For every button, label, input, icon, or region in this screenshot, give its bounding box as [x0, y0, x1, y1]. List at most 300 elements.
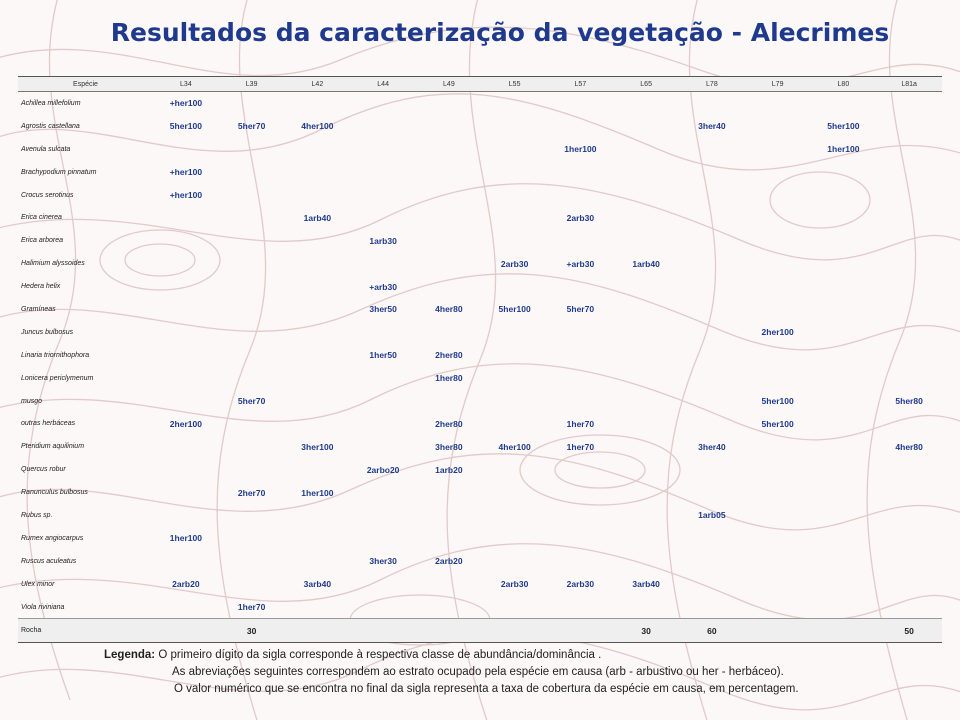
table-cell [416, 573, 482, 596]
table-cell [613, 229, 679, 252]
table-cell [548, 481, 614, 504]
table-cell [219, 527, 285, 550]
table-cell [219, 573, 285, 596]
table-cell [153, 275, 219, 298]
table-cell [876, 504, 942, 527]
table-cell [613, 275, 679, 298]
table-cell [876, 206, 942, 229]
table-cell [416, 206, 482, 229]
table-cell [285, 161, 351, 184]
species-name: Juncus bulbosus [21, 328, 74, 336]
table-cell [482, 92, 548, 115]
table-cell: 1arb40 [303, 212, 332, 223]
species-name: Erica arborea [21, 237, 64, 245]
species-name: Halimium alyssoides [21, 260, 85, 268]
table-cell: 2her100 [761, 327, 794, 338]
species-name: Ranunculus bulbosus [21, 489, 88, 497]
legend [104, 647, 954, 698]
table-row [18, 390, 942, 413]
species-name: Rocha [18, 619, 153, 643]
table-cell [416, 619, 482, 643]
table-cell [350, 527, 416, 550]
table-cell: 2her80 [435, 418, 463, 429]
table-cell [679, 138, 745, 161]
table-cell [416, 504, 482, 527]
table-cell [350, 206, 416, 229]
table-cell [679, 184, 745, 207]
species-name: Rumex angiocarpus [21, 534, 84, 542]
table-cell [482, 527, 548, 550]
table-cell [285, 504, 351, 527]
table-cell [482, 229, 548, 252]
table-cell [153, 504, 219, 527]
species-name: Lonicera periclymenum [21, 374, 94, 382]
table-cell [613, 184, 679, 207]
table-cell [350, 161, 416, 184]
table-cell [482, 619, 548, 643]
table-row [18, 573, 942, 596]
table-cell: 1her100 [301, 487, 334, 498]
table-cell [613, 138, 679, 161]
header-species: Espécie [18, 77, 153, 92]
table-row [18, 504, 942, 527]
table-cell [219, 344, 285, 367]
table-cell [745, 619, 811, 643]
table-cell [416, 390, 482, 413]
table-cell [219, 458, 285, 481]
table-cell [153, 458, 219, 481]
table-cell [811, 527, 877, 550]
table-cell [876, 275, 942, 298]
table-cell [482, 138, 548, 161]
table-cell [482, 367, 548, 390]
table-cell [482, 206, 548, 229]
table-cell: 2arb20 [435, 556, 463, 567]
table-cell [285, 298, 351, 321]
table-cell [811, 458, 877, 481]
table-cell: +arb30 [369, 281, 397, 292]
table-row [18, 252, 942, 275]
table-cell [548, 596, 614, 619]
table-cell [811, 435, 877, 458]
table-cell [548, 92, 614, 115]
table-cell [613, 596, 679, 619]
table-cell [285, 229, 351, 252]
table-cell [482, 161, 548, 184]
header-l39: L39 [219, 77, 285, 92]
table-cell [811, 481, 877, 504]
header-l57: L57 [548, 77, 614, 92]
header-l81a: L81a [876, 77, 942, 92]
species-name: Crocus serotinus [21, 191, 74, 199]
species-name: Linaria triornithophora [21, 351, 90, 359]
table-cell [350, 573, 416, 596]
table-cell [679, 481, 745, 504]
table-cell [613, 115, 679, 138]
table-cell [876, 344, 942, 367]
table-cell: 2arb30 [500, 258, 529, 269]
table-cell: 3her100 [301, 441, 334, 452]
header-l34: L34 [153, 77, 219, 92]
table-cell: 1her70 [566, 441, 595, 452]
table-cell [219, 184, 285, 207]
table-cell [745, 458, 811, 481]
table-cell: 5her70 [237, 396, 266, 407]
header-l79: L79 [745, 77, 811, 92]
table-cell [679, 206, 745, 229]
table-cell: 4her80 [435, 304, 463, 315]
table-row [18, 92, 942, 115]
table-cell [613, 481, 679, 504]
table-cell [811, 252, 877, 275]
table-row [18, 481, 942, 504]
table-cell [482, 550, 548, 573]
table-cell [811, 161, 877, 184]
table-cell [482, 412, 548, 435]
table-cell [548, 527, 614, 550]
table-cell: 30 [613, 619, 679, 643]
vegetation-table-container [18, 76, 942, 643]
table-cell [745, 229, 811, 252]
table-cell [153, 138, 219, 161]
table-cell [219, 206, 285, 229]
table-cell [416, 527, 482, 550]
table-cell: 5her70 [566, 304, 595, 315]
table-cell [876, 138, 942, 161]
table-cell [350, 596, 416, 619]
table-cell [285, 596, 351, 619]
species-name: Ulex minor [21, 580, 55, 588]
table-cell [548, 344, 614, 367]
table-cell [350, 115, 416, 138]
species-name: Agrostis castellana [21, 122, 80, 130]
table-cell [350, 481, 416, 504]
table-cell [876, 92, 942, 115]
table-cell [548, 229, 614, 252]
species-name: Hedera helix [21, 283, 61, 291]
table-cell [350, 138, 416, 161]
table-cell [219, 138, 285, 161]
table-cell [613, 504, 679, 527]
table-cell [876, 458, 942, 481]
species-name: Viola riviniana [21, 603, 65, 611]
table-row [18, 206, 942, 229]
table-header-row [18, 77, 942, 92]
table-cell [285, 550, 351, 573]
table-cell [482, 596, 548, 619]
table-cell [548, 184, 614, 207]
table-cell [285, 527, 351, 550]
table-cell [876, 412, 942, 435]
table-cell [416, 275, 482, 298]
table-cell [876, 527, 942, 550]
table-cell: 1her100 [564, 144, 597, 155]
table-cell: 1arb40 [632, 258, 660, 269]
table-cell [416, 184, 482, 207]
table-row [18, 115, 942, 138]
table-cell [811, 596, 877, 619]
species-name: Ruscus aculeatus [21, 557, 77, 565]
table-cell [219, 435, 285, 458]
table-cell [285, 275, 351, 298]
table-cell [613, 161, 679, 184]
table-cell [285, 619, 351, 643]
table-cell [745, 573, 811, 596]
table-row [18, 550, 942, 573]
table-cell [811, 229, 877, 252]
table-row [18, 367, 942, 390]
table-cell [285, 390, 351, 413]
table-cell [811, 619, 877, 643]
table-cell: 1arb30 [369, 235, 397, 246]
table-cell [679, 298, 745, 321]
table-cell [350, 92, 416, 115]
table-cell: +her100 [169, 98, 203, 109]
species-name: Gramíneas [21, 305, 56, 313]
header-l78: L78 [679, 77, 745, 92]
table-cell [745, 550, 811, 573]
table-cell [613, 435, 679, 458]
table-cell [482, 344, 548, 367]
table-cell [679, 367, 745, 390]
table-cell [745, 275, 811, 298]
table-cell [219, 550, 285, 573]
table-cell [153, 344, 219, 367]
table-cell [811, 504, 877, 527]
species-name: Pteridium aquilinium [21, 443, 85, 451]
table-cell: 2her70 [237, 487, 266, 498]
table-cell: 3arb40 [632, 579, 660, 590]
table-cell [219, 321, 285, 344]
table-cell [613, 527, 679, 550]
table-cell: +arb30 [566, 258, 595, 269]
table-cell [416, 92, 482, 115]
table-row [18, 619, 942, 643]
table-cell [482, 458, 548, 481]
table-cell: 4her100 [301, 121, 334, 132]
table-cell [613, 206, 679, 229]
table-cell [679, 229, 745, 252]
table-cell: 60 [679, 619, 745, 643]
table-cell [745, 184, 811, 207]
table-cell [219, 298, 285, 321]
table-cell: 1her50 [369, 350, 397, 361]
table-cell [679, 252, 745, 275]
table-row [18, 458, 942, 481]
table-cell [811, 573, 877, 596]
table-cell [416, 229, 482, 252]
table-row [18, 596, 942, 619]
species-name: Avenula sulcata [21, 145, 71, 153]
legend-line-3: O valor numérico que se encontra no final da sigla representa a taxa de cobertura da espécie em causa, em percentagem. [174, 683, 799, 695]
table-row [18, 298, 942, 321]
table-cell [285, 252, 351, 275]
table-cell [219, 252, 285, 275]
table-cell [811, 367, 877, 390]
table-cell [745, 596, 811, 619]
header-l42: L42 [285, 77, 351, 92]
legend-text-1: O primeiro dígito da sigla corresponde à respectiva classe de abundância/dominância . [158, 649, 602, 661]
table-cell [745, 115, 811, 138]
table-cell [285, 138, 351, 161]
species-name: Erica cinerea [21, 214, 62, 222]
table-cell [613, 298, 679, 321]
table-cell [548, 115, 614, 138]
table-cell [548, 390, 614, 413]
table-cell: 1her80 [435, 373, 463, 384]
table-cell: 5her100 [498, 304, 531, 315]
table-cell [613, 550, 679, 573]
species-name: musgo [21, 397, 43, 405]
table-cell: 5her100 [761, 418, 794, 429]
table-row [18, 527, 942, 550]
table-cell [811, 412, 877, 435]
table-cell [745, 206, 811, 229]
table-cell [548, 619, 614, 643]
header-l55: L55 [482, 77, 548, 92]
table-cell [285, 367, 351, 390]
table-cell [613, 458, 679, 481]
table-row [18, 184, 942, 207]
table-cell [548, 161, 614, 184]
table-cell [482, 321, 548, 344]
table-cell [679, 573, 745, 596]
legend-line-1 [104, 647, 954, 664]
table-cell [285, 412, 351, 435]
table-cell [548, 367, 614, 390]
table-cell: +her100 [169, 167, 203, 178]
table-cell [350, 321, 416, 344]
table-cell [745, 138, 811, 161]
table-cell [350, 412, 416, 435]
table-cell [679, 390, 745, 413]
table-cell: 2arbo20 [366, 464, 400, 475]
table-cell [416, 252, 482, 275]
table-cell [153, 596, 219, 619]
table-cell [350, 619, 416, 643]
table-cell: 5her70 [237, 121, 266, 132]
table-cell [285, 321, 351, 344]
table-cell [219, 229, 285, 252]
table-cell [745, 161, 811, 184]
table-cell [548, 275, 614, 298]
table-cell [679, 344, 745, 367]
table-cell [285, 184, 351, 207]
table-cell [350, 504, 416, 527]
table-cell [811, 92, 877, 115]
table-cell [613, 390, 679, 413]
table-cell [285, 92, 351, 115]
table-cell [811, 298, 877, 321]
table-cell [548, 458, 614, 481]
header-l44: L44 [350, 77, 416, 92]
table-cell [745, 527, 811, 550]
table-cell: 4her100 [498, 441, 531, 452]
table-cell [745, 504, 811, 527]
table-cell [811, 390, 877, 413]
table-cell [350, 390, 416, 413]
table-cell: 2arb30 [500, 579, 529, 590]
table-cell [679, 275, 745, 298]
table-cell [876, 161, 942, 184]
table-cell: 3her80 [435, 441, 463, 452]
table-cell [679, 458, 745, 481]
table-cell: 50 [876, 619, 942, 643]
table-cell [811, 321, 877, 344]
table-cell [811, 550, 877, 573]
table-row [18, 229, 942, 252]
legend-line-2: As abreviações seguintes correspondem ao estrato ocupado pela espécie em causa (arb - arbustivo ou her - herbáceo). [172, 666, 784, 678]
vegetation-table [18, 76, 942, 643]
table-cell [219, 92, 285, 115]
table-cell [876, 367, 942, 390]
table-cell [153, 229, 219, 252]
table-cell: +her100 [169, 190, 203, 200]
table-cell: 5her80 [895, 396, 923, 407]
table-row [18, 412, 942, 435]
table-cell: 1her100 [169, 533, 202, 544]
table-cell [285, 344, 351, 367]
table-cell [745, 298, 811, 321]
table-row [18, 161, 942, 184]
table-cell [548, 550, 614, 573]
table-cell [679, 412, 745, 435]
table-cell [482, 390, 548, 413]
table-cell [679, 550, 745, 573]
table-cell [876, 252, 942, 275]
table-cell [876, 298, 942, 321]
table-cell [548, 321, 614, 344]
table-row [18, 138, 942, 161]
table-cell [876, 115, 942, 138]
table-cell: 3her50 [369, 304, 397, 315]
table-cell [350, 184, 416, 207]
table-cell: 2arb30 [566, 579, 595, 590]
header-l80: L80 [811, 77, 877, 92]
table-cell [745, 252, 811, 275]
table-cell: 2arb30 [566, 212, 595, 223]
table-cell: 1her100 [827, 144, 860, 155]
header-l65: L65 [613, 77, 679, 92]
table-cell: 3her40 [698, 121, 726, 132]
table-cell [876, 596, 942, 619]
table-cell [876, 573, 942, 596]
table-cell [416, 321, 482, 344]
table-cell [153, 619, 219, 643]
table-cell [679, 596, 745, 619]
table-cell [350, 435, 416, 458]
table-cell: 1arb20 [435, 464, 463, 475]
table-row [18, 435, 942, 458]
table-cell [350, 367, 416, 390]
table-cell: 30 [219, 619, 285, 643]
table-cell [350, 252, 416, 275]
table-cell: 4her80 [895, 441, 923, 452]
table-cell [876, 481, 942, 504]
table-cell [482, 115, 548, 138]
table-cell [482, 481, 548, 504]
table-cell [745, 92, 811, 115]
table-cell [613, 412, 679, 435]
table-cell [416, 138, 482, 161]
table-cell [613, 321, 679, 344]
table-cell [745, 481, 811, 504]
table-cell [679, 527, 745, 550]
table-cell: 5her100 [827, 121, 860, 132]
table-cell [153, 206, 219, 229]
table-cell [811, 344, 877, 367]
page-title: Resultados da caracterização da vegetação - Alecrimes [110, 18, 890, 47]
